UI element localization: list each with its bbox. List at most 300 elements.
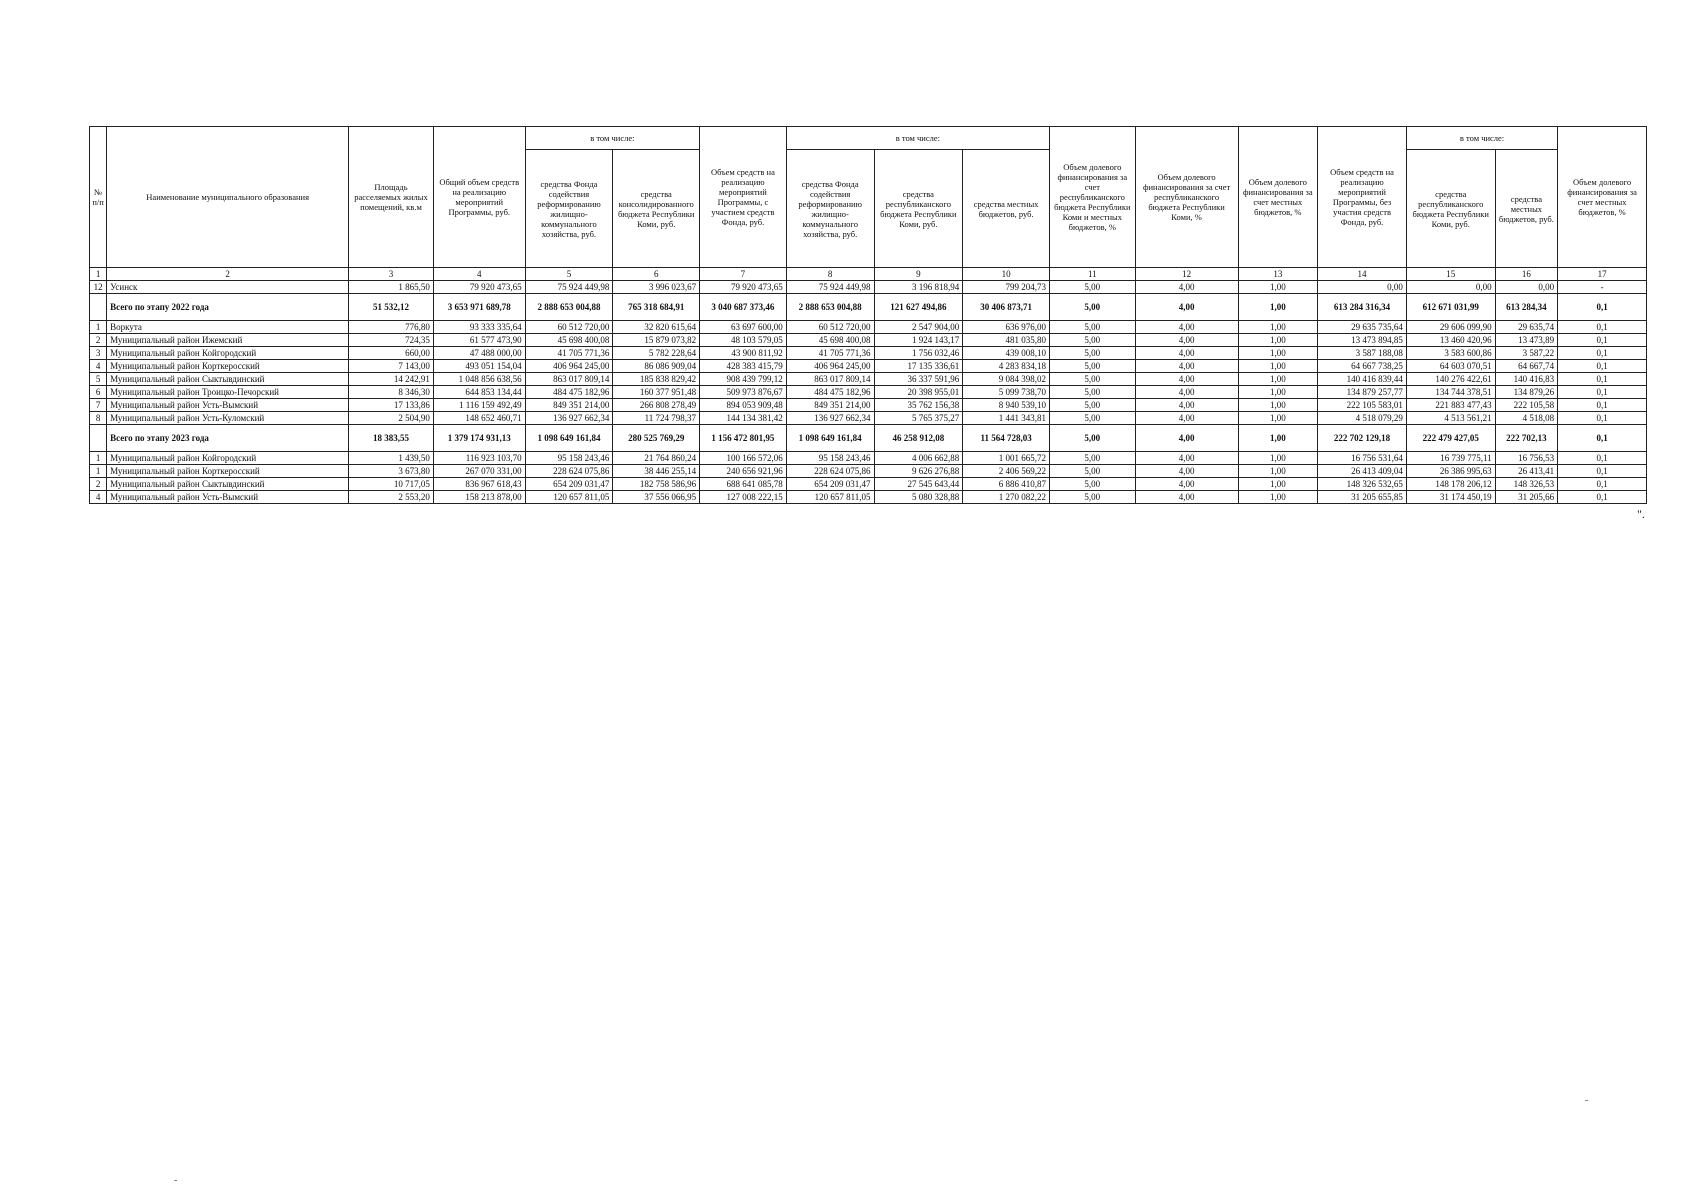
table-cell: 16 739 775,11 [1406, 452, 1495, 465]
table-cell: 160 377 951,48 [613, 386, 700, 399]
header-group-2: в том числе: [786, 127, 1049, 150]
table-cell: 0,1 [1558, 465, 1647, 478]
header-share-rep: Объем долевого финансирования за счет республиканского бюджета Республики Коми, % [1135, 127, 1238, 268]
table-cell: 1 865,50 [349, 281, 434, 294]
table-cell: 1 116 159 492,49 [433, 399, 525, 412]
header-republic-3: средства республиканского бюджета Республики Коми, руб. [1406, 150, 1495, 268]
header-with-fund: Объем средств на реализацию мероприятий Программы, с участием средств Фонда, руб. [700, 127, 787, 268]
table-cell: 5 099 738,70 [963, 386, 1050, 399]
scan-speck [1585, 1100, 1588, 1101]
table-cell: 1 156 472 801,95 [700, 425, 787, 452]
table-row [90, 386, 1647, 399]
stage-total-row [90, 425, 1647, 452]
table-cell: 1,00 [1238, 452, 1318, 465]
table-cell: 100 166 572,06 [700, 452, 787, 465]
table-cell: 0,1 [1558, 452, 1647, 465]
table-cell: 140 416 839,44 [1318, 373, 1407, 386]
table-cell: 3 996 023,67 [613, 281, 700, 294]
table-cell: Муниципальный район Усть-Вымский [107, 491, 349, 504]
table-cell: 5,00 [1049, 425, 1135, 452]
table-cell: 1,00 [1238, 465, 1318, 478]
table-cell: 27 545 643,44 [874, 478, 963, 491]
table-cell: 5,00 [1049, 294, 1135, 321]
table-cell: 1,00 [1238, 491, 1318, 504]
table-cell: Муниципальный район Корткеросский [107, 360, 349, 373]
table-cell: 1,00 [1238, 373, 1318, 386]
table-cell: 5,00 [1049, 360, 1135, 373]
table-cell: 7 [90, 399, 107, 412]
table-cell: 799 204,73 [963, 281, 1050, 294]
table-cell: Воркута [107, 321, 349, 334]
table-cell: 11 564 728,03 [963, 425, 1050, 452]
table-cell: 3 673,80 [349, 465, 434, 478]
table-cell: 2 888 653 004,88 [786, 294, 874, 321]
table-cell: 0,1 [1558, 347, 1647, 360]
table-cell: 4,00 [1135, 452, 1238, 465]
column-number: 2 [107, 268, 349, 281]
table-cell: 636 976,00 [963, 321, 1050, 334]
table-cell: 13 473 894,85 [1318, 334, 1407, 347]
header-fund-2: средства Фонда содействия реформированию жилищно-коммунального хозяйства, руб. [786, 150, 874, 268]
table-cell: 222 479 427,05 [1406, 425, 1495, 452]
column-number: 8 [786, 268, 874, 281]
table-cell: 1 924 143,17 [874, 334, 963, 347]
header-share-local: Объем долевого финансирования за счет местных бюджетов, % [1238, 127, 1318, 268]
table-cell: 724,35 [349, 334, 434, 347]
table-cell: 1 098 649 161,84 [525, 425, 613, 452]
table-cell: 4,00 [1135, 425, 1238, 452]
table-cell: 221 883 477,43 [1406, 399, 1495, 412]
table-cell: 136 927 662,34 [525, 412, 613, 425]
table-cell: 4,00 [1135, 347, 1238, 360]
table-cell: 5 782 228,64 [613, 347, 700, 360]
table-cell: 32 820 615,64 [613, 321, 700, 334]
table-cell: 148 178 206,12 [1406, 478, 1495, 491]
table-cell: 45 698 400,08 [525, 334, 613, 347]
table-cell: 1,00 [1238, 425, 1318, 452]
table-cell: 3 040 687 373,46 [700, 294, 787, 321]
table-cell: Всего по этапу 2023 года [107, 425, 349, 452]
table-cell: 849 351 214,00 [525, 399, 613, 412]
table-cell: 1 756 032,46 [874, 347, 963, 360]
table-cell: 428 383 415,79 [700, 360, 787, 373]
table-cell: 267 070 331,00 [433, 465, 525, 478]
table-cell: 654 209 031,47 [525, 478, 613, 491]
table-cell: 1,00 [1238, 386, 1318, 399]
header-group-3: в том числе: [1406, 127, 1557, 150]
column-number: 1 [90, 268, 107, 281]
table-cell: 613 284 316,34 [1318, 294, 1407, 321]
table-cell: 1 048 856 638,56 [433, 373, 525, 386]
table-cell: 4,00 [1135, 373, 1238, 386]
table-cell: 8 346,30 [349, 386, 434, 399]
table-cell: 10 717,05 [349, 478, 434, 491]
table-cell: 63 697 600,00 [700, 321, 787, 334]
table-cell: 6 886 410,87 [963, 478, 1050, 491]
table-cell: 1 [90, 321, 107, 334]
table-cell [90, 294, 107, 321]
header-total: Общий объем средств на реализацию мероприятий Программы, руб. [433, 127, 525, 268]
table-cell: 222 702 129,18 [1318, 425, 1407, 452]
column-number: 11 [1049, 268, 1135, 281]
table-cell: 36 337 591,96 [874, 373, 963, 386]
table-cell: 4 518 079,29 [1318, 412, 1407, 425]
table-cell: 228 624 075,86 [786, 465, 874, 478]
column-number: 3 [349, 268, 434, 281]
table-cell: 140 416,83 [1495, 373, 1558, 386]
table-cell: 660,00 [349, 347, 434, 360]
table-cell: 185 838 829,42 [613, 373, 700, 386]
table-cell: 136 927 662,34 [786, 412, 874, 425]
table-cell: 4,00 [1135, 281, 1238, 294]
table-cell: 484 475 182,96 [786, 386, 874, 399]
table-cell: Муниципальный район Койгородский [107, 347, 349, 360]
table-cell: 60 512 720,00 [525, 321, 613, 334]
table-cell: 75 924 449,98 [786, 281, 874, 294]
header-local-2: средства местных бюджетов, руб. [963, 150, 1050, 268]
table-cell: 5,00 [1049, 452, 1135, 465]
table-cell: 15 879 073,82 [613, 334, 700, 347]
table-cell: 493 051 154,04 [433, 360, 525, 373]
table-cell: 64 667,74 [1495, 360, 1558, 373]
header-republic-2: средства республиканского бюджета Республики Коми, руб. [874, 150, 963, 268]
table-cell: 2 553,20 [349, 491, 434, 504]
table-cell: 5,00 [1049, 491, 1135, 504]
table-cell: 127 008 222,15 [700, 491, 787, 504]
table-row [90, 412, 1647, 425]
table-cell: 2 888 653 004,88 [525, 294, 613, 321]
table-cell: 1 [90, 465, 107, 478]
table-cell: 2 547 904,00 [874, 321, 963, 334]
table-cell: 0,1 [1558, 425, 1647, 452]
table-cell: 86 086 909,04 [613, 360, 700, 373]
table-cell: 5,00 [1049, 321, 1135, 334]
table-cell: 148 652 460,71 [433, 412, 525, 425]
table-cell: Муниципальный район Сыктывдинский [107, 373, 349, 386]
table-cell: 158 213 878,00 [433, 491, 525, 504]
table-cell: 5 080 328,88 [874, 491, 963, 504]
header-without-fund: Объем средств на реализацию мероприятий Программы, без участия средств Фонда, руб. [1318, 127, 1407, 268]
funding-table [89, 126, 1647, 504]
table-cell: 182 758 586,96 [613, 478, 700, 491]
table-cell: 0,1 [1558, 321, 1647, 334]
table-cell: 1,00 [1238, 360, 1318, 373]
table-cell: 5,00 [1049, 347, 1135, 360]
table-cell: 116 923 103,70 [433, 452, 525, 465]
table-cell: 484 475 182,96 [525, 386, 613, 399]
table-cell: 5,00 [1049, 399, 1135, 412]
column-number: 5 [525, 268, 613, 281]
header-fund: средства Фонда содействия реформированию жилищно-коммунального хозяйства, руб. [525, 150, 613, 268]
table-cell: 4,00 [1135, 334, 1238, 347]
table-row [90, 281, 1647, 294]
table-cell: 4,00 [1135, 491, 1238, 504]
header-group-1: в том числе: [525, 127, 699, 150]
table-cell: 2 406 569,22 [963, 465, 1050, 478]
table-cell: 2 [90, 334, 107, 347]
table-cell: 64 603 070,51 [1406, 360, 1495, 373]
table-cell: 4,00 [1135, 386, 1238, 399]
table-cell: 439 008,10 [963, 347, 1050, 360]
table-cell: Всего по этапу 2022 года [107, 294, 349, 321]
table-cell: 9 626 276,88 [874, 465, 963, 478]
table-cell: 144 134 381,42 [700, 412, 787, 425]
table-cell: 31 174 450,19 [1406, 491, 1495, 504]
table-cell: 3 196 818,94 [874, 281, 963, 294]
table-row [90, 373, 1647, 386]
stage-total-row [90, 294, 1647, 321]
column-number: 15 [1406, 268, 1495, 281]
table-cell: 2 504,90 [349, 412, 434, 425]
table-cell: 908 439 799,12 [700, 373, 787, 386]
table-row [90, 321, 1647, 334]
table-cell: 11 724 798,37 [613, 412, 700, 425]
table-cell: 121 627 494,86 [874, 294, 963, 321]
table-cell: 20 398 955,01 [874, 386, 963, 399]
table-cell: 894 053 909,48 [700, 399, 787, 412]
table-cell: Муниципальный район Усть-Вымский [107, 399, 349, 412]
table-row [90, 360, 1647, 373]
table-cell: 7 143,00 [349, 360, 434, 373]
table-cell: 0,1 [1558, 334, 1647, 347]
table-cell: 6 [90, 386, 107, 399]
table-cell: 38 446 255,14 [613, 465, 700, 478]
table-cell: 3 583 600,86 [1406, 347, 1495, 360]
table-cell: 688 641 085,78 [700, 478, 787, 491]
table-cell: 61 577 473,90 [433, 334, 525, 347]
table-cell: Муниципальный район Корткеросский [107, 465, 349, 478]
table-cell: 222 105 583,01 [1318, 399, 1407, 412]
column-number: 17 [1558, 268, 1647, 281]
table-cell: 21 764 860,24 [613, 452, 700, 465]
column-number: 10 [963, 268, 1050, 281]
table-cell: 509 973 876,67 [700, 386, 787, 399]
table-cell: 134 879,26 [1495, 386, 1558, 399]
table-cell: 5,00 [1049, 334, 1135, 347]
table-cell: 222 105,58 [1495, 399, 1558, 412]
table-cell: 266 808 278,49 [613, 399, 700, 412]
table-cell: 1 [90, 452, 107, 465]
table-cell: 41 705 771,36 [525, 347, 613, 360]
table-cell: 0,1 [1558, 294, 1647, 321]
table-cell: 1 439,50 [349, 452, 434, 465]
table-row [90, 452, 1647, 465]
table-cell: 75 924 449,98 [525, 281, 613, 294]
table-cell: 612 671 031,99 [1406, 294, 1495, 321]
table-cell: 481 035,80 [963, 334, 1050, 347]
table-cell: 1,00 [1238, 412, 1318, 425]
table-cell: 5,00 [1049, 412, 1135, 425]
table-cell [90, 425, 107, 452]
table-cell: 0,00 [1318, 281, 1407, 294]
table-cell: 17 135 336,61 [874, 360, 963, 373]
column-number: 14 [1318, 268, 1407, 281]
table-row [90, 347, 1647, 360]
table-cell: 5 [90, 373, 107, 386]
table-cell: 35 762 156,38 [874, 399, 963, 412]
table-cell: 8 940 539,10 [963, 399, 1050, 412]
table-cell: 148 326,53 [1495, 478, 1558, 491]
table-cell: 4,00 [1135, 294, 1238, 321]
table-cell: 4 283 834,18 [963, 360, 1050, 373]
header-no: № п/п [90, 127, 107, 268]
column-number: 9 [874, 268, 963, 281]
program-table-sheet [89, 126, 1647, 504]
table-cell: 120 657 811,05 [525, 491, 613, 504]
table-cell: 26 386 995,63 [1406, 465, 1495, 478]
table-cell: 765 318 684,91 [613, 294, 700, 321]
table-cell: 3 653 971 689,78 [433, 294, 525, 321]
table-cell: 5 765 375,27 [874, 412, 963, 425]
table-cell: 46 258 912,08 [874, 425, 963, 452]
table-cell: 13 473,89 [1495, 334, 1558, 347]
header-area: Площадь расселяемых жилых помещений, кв.м [349, 127, 434, 268]
table-cell: 29 635,74 [1495, 321, 1558, 334]
table-cell: 0,00 [1406, 281, 1495, 294]
table-cell: 26 413,41 [1495, 465, 1558, 478]
table-cell: 12 [90, 281, 107, 294]
table-cell: 863 017 809,14 [786, 373, 874, 386]
table-cell: 0,1 [1558, 491, 1647, 504]
table-cell: 4 006 662,88 [874, 452, 963, 465]
table-cell: 4,00 [1135, 412, 1238, 425]
table-cell: 148 326 532,65 [1318, 478, 1407, 491]
table-cell: 4,00 [1135, 321, 1238, 334]
header-share-rep-local: Объем долевого финансирования за счет республиканского бюджета Республики Коми и местных бюджетов, % [1049, 127, 1135, 268]
table-cell: 1,00 [1238, 294, 1318, 321]
table-cell: 140 276 422,61 [1406, 373, 1495, 386]
table-cell: 13 460 420,96 [1406, 334, 1495, 347]
table-cell: 0,1 [1558, 360, 1647, 373]
table-cell: Усинск [107, 281, 349, 294]
table-cell: 41 705 771,36 [786, 347, 874, 360]
table-cell: 4,00 [1135, 360, 1238, 373]
table-cell: 45 698 400,08 [786, 334, 874, 347]
table-cell: 1,00 [1238, 399, 1318, 412]
scan-speck [174, 1180, 177, 1181]
table-cell: 1,00 [1238, 321, 1318, 334]
table-row [90, 334, 1647, 347]
table-cell: 1,00 [1238, 347, 1318, 360]
table-cell: 5,00 [1049, 281, 1135, 294]
table-cell: 0,1 [1558, 412, 1647, 425]
table-cell: 5,00 [1049, 478, 1135, 491]
table-cell: 1 379 174 931,13 [433, 425, 525, 452]
table-cell: 613 284,34 [1495, 294, 1558, 321]
column-number: 6 [613, 268, 700, 281]
table-cell: 4 [90, 491, 107, 504]
table-cell: 60 512 720,00 [786, 321, 874, 334]
table-cell: 29 606 099,90 [1406, 321, 1495, 334]
table-cell: 406 964 245,00 [786, 360, 874, 373]
table-cell: 0,00 [1495, 281, 1558, 294]
table-row [90, 465, 1647, 478]
table-row [90, 478, 1647, 491]
table-cell: 2 [90, 478, 107, 491]
table-cell: 47 488 000,00 [433, 347, 525, 360]
table-cell: Муниципальный район Троицко-Печорский [107, 386, 349, 399]
table-cell: Муниципальный район Койгородский [107, 452, 349, 465]
table-cell: 0,1 [1558, 478, 1647, 491]
table-cell: Муниципальный район Сыктывдинский [107, 478, 349, 491]
table-cell: 17 133,86 [349, 399, 434, 412]
table-cell: 5,00 [1049, 465, 1135, 478]
column-number-row [90, 268, 1647, 281]
column-number: 16 [1495, 268, 1558, 281]
table-cell: 5,00 [1049, 373, 1135, 386]
table-cell: 95 158 243,46 [525, 452, 613, 465]
table-cell: 222 702,13 [1495, 425, 1558, 452]
closing-quote: ". [1637, 507, 1645, 521]
table-cell: 4 518,08 [1495, 412, 1558, 425]
table-cell: 0,1 [1558, 386, 1647, 399]
table-cell: 644 853 134,44 [433, 386, 525, 399]
table-cell: 8 [90, 412, 107, 425]
table-cell: - [1558, 281, 1647, 294]
table-cell: 9 084 398,02 [963, 373, 1050, 386]
table-cell: 5,00 [1049, 386, 1135, 399]
table-cell: 4,00 [1135, 478, 1238, 491]
table-cell: 14 242,91 [349, 373, 434, 386]
header-name: Наименование муниципального образования [107, 127, 349, 268]
column-number: 4 [433, 268, 525, 281]
table-cell: 228 624 075,86 [525, 465, 613, 478]
table-cell: 95 158 243,46 [786, 452, 874, 465]
table-cell: 120 657 811,05 [786, 491, 874, 504]
header-local-3: средства местных бюджетов, руб. [1495, 150, 1558, 268]
table-cell: 654 209 031,47 [786, 478, 874, 491]
table-cell: 30 406 873,71 [963, 294, 1050, 321]
table-cell: 26 413 409,04 [1318, 465, 1407, 478]
table-cell: 1 441 343,81 [963, 412, 1050, 425]
table-cell: 134 879 257,77 [1318, 386, 1407, 399]
table-cell: 836 967 618,43 [433, 478, 525, 491]
column-number: 12 [1135, 268, 1238, 281]
table-cell: 1,00 [1238, 478, 1318, 491]
table-cell: 4 [90, 360, 107, 373]
table-cell: 31 205 655,85 [1318, 491, 1407, 504]
table-cell: 1 001 665,72 [963, 452, 1050, 465]
table-cell: 93 333 335,64 [433, 321, 525, 334]
table-cell: Муниципальный район Ижемский [107, 334, 349, 347]
table-cell: 4 513 561,21 [1406, 412, 1495, 425]
table-cell: 1 270 082,22 [963, 491, 1050, 504]
table-cell: 776,80 [349, 321, 434, 334]
table-cell: 29 635 735,64 [1318, 321, 1407, 334]
table-row [90, 491, 1647, 504]
table-cell: 863 017 809,14 [525, 373, 613, 386]
table-cell: 134 744 378,51 [1406, 386, 1495, 399]
header-share-local-3: Объем долевого финансирования за счет местных бюджетов, % [1558, 127, 1647, 268]
table-cell: 1 098 649 161,84 [786, 425, 874, 452]
table-cell: 4,00 [1135, 465, 1238, 478]
table-cell: Муниципальный район Усть-Куломский [107, 412, 349, 425]
table-cell: 0,1 [1558, 373, 1647, 386]
table-cell: 48 103 579,05 [700, 334, 787, 347]
table-cell: 0,1 [1558, 399, 1647, 412]
table-cell: 79 920 473,65 [433, 281, 525, 294]
table-cell: 16 756 531,64 [1318, 452, 1407, 465]
column-number: 13 [1238, 268, 1318, 281]
table-cell: 43 900 811,92 [700, 347, 787, 360]
table-cell: 240 656 921,96 [700, 465, 787, 478]
table-cell: 18 383,55 [349, 425, 434, 452]
table-cell: 849 351 214,00 [786, 399, 874, 412]
table-cell: 3 [90, 347, 107, 360]
table-cell: 64 667 738,25 [1318, 360, 1407, 373]
table-cell: 3 587,22 [1495, 347, 1558, 360]
table-cell: 3 587 188,08 [1318, 347, 1407, 360]
